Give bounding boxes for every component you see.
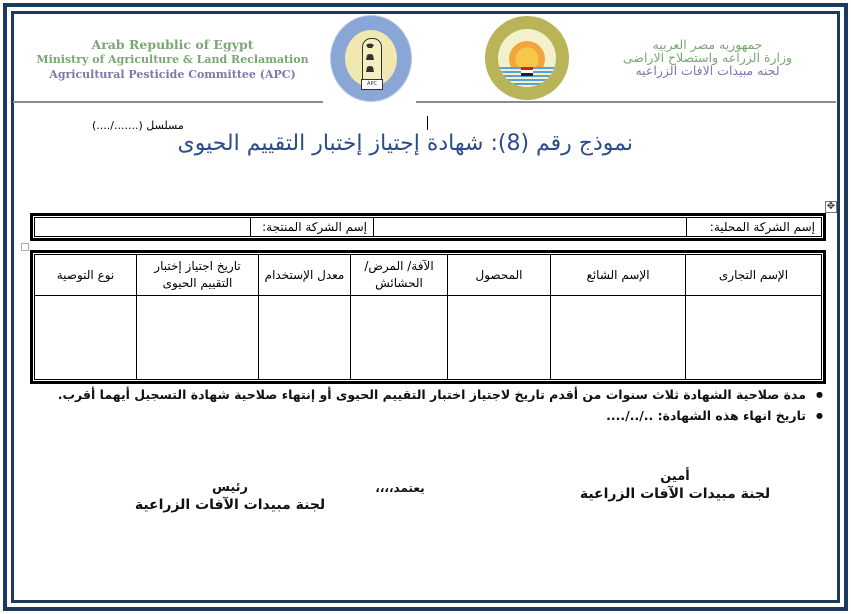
ministry-logo-inner [498, 29, 556, 87]
cell-pass-date[interactable] [137, 296, 259, 380]
serial-number-field[interactable]: مسلسل (......./....) [92, 119, 184, 132]
note-expiry-date: ● تاريخ انهاء هذه الشهادة: ../../.... [86, 405, 806, 426]
header-en-committee: Agricultural Pesticide Committee (APC) [49, 68, 296, 81]
header-ar-committee: لجنه مبيدات الافات الزراعيه [635, 63, 780, 78]
header-separator-left [13, 101, 323, 103]
col-header-recommendation: نوع التوصية [35, 255, 137, 296]
col-header-common-name: الإسم الشائع [551, 255, 686, 296]
chair-org: لجنة مبيدات الآفات الزراعية [134, 497, 326, 513]
col-header-trade-name: الإسم التجارى [686, 255, 822, 296]
signature-secretary [560, 469, 790, 503]
col-header-rate: معدل الإستخدام [259, 255, 351, 296]
header-arabic [600, 38, 815, 77]
table-header-row [35, 255, 822, 296]
table-row [35, 296, 822, 380]
header-english [30, 37, 315, 82]
cell-pest[interactable] [351, 296, 448, 380]
note-validity: ● مدة صلاحية الشهادة ثلاث سنوات من أقدم تاريخ لاجتياز اختبار التقييم الحيوى أو إنتهاء صلاحية شهادة التسجيل أيهما أقرب. [86, 384, 806, 405]
approval-label: يعتمد،،،، [375, 481, 425, 495]
form-title: نموذج رقم (8): شهادة إجتياز إختبار التقييم الحيوى [177, 131, 633, 156]
local-company-label: إسم الشركة المحلية: [687, 218, 822, 237]
producer-company-label: إسم الشركة المنتجة: [251, 218, 374, 237]
apc-logo [330, 15, 412, 102]
col-header-crop: المحصول [448, 255, 551, 296]
col-header-pest: الآفة/ المرض/ الحشائش [351, 255, 448, 296]
header-ar-ministry: وزارة الزراعه واستصلاح الاراضى [622, 50, 793, 65]
cell-crop[interactable] [448, 296, 551, 380]
ministry-logo [485, 16, 569, 100]
header-en-country: Arab Republic of Egypt [91, 37, 254, 52]
producer-company-value[interactable] [35, 218, 251, 237]
table-resize-handle[interactable] [21, 243, 29, 251]
cell-common-name[interactable] [551, 296, 686, 380]
egypt-flag-icon [521, 67, 533, 76]
header-separator-right [416, 101, 836, 103]
table-move-handle-icon[interactable]: ✥ [826, 201, 836, 212]
signature-chair [130, 480, 330, 514]
cell-recommendation[interactable] [35, 296, 137, 380]
bioassay-table [30, 250, 826, 384]
apc-logo-tag: APC [361, 79, 383, 90]
secretary-org: لجنة مبيدات الآفات الزراعية [579, 486, 771, 502]
company-table [30, 213, 826, 241]
col-header-pass-date: تاريخ اجتياز إختبار التقييم الحيوى [137, 255, 259, 296]
secretary-role: أمين [660, 469, 690, 484]
hieroglyph-icon [363, 39, 378, 79]
chair-role: رئيس [211, 480, 249, 495]
notes-list [57, 384, 826, 426]
header-en-ministry: Ministry of Agriculture & Land Reclamation [36, 53, 309, 66]
local-company-value[interactable] [374, 218, 687, 237]
cell-rate[interactable] [259, 296, 351, 380]
text-cursor [427, 116, 428, 130]
cell-trade-name[interactable] [686, 296, 822, 380]
header-ar-country: جمهوريه مصر العربيه [652, 37, 763, 52]
